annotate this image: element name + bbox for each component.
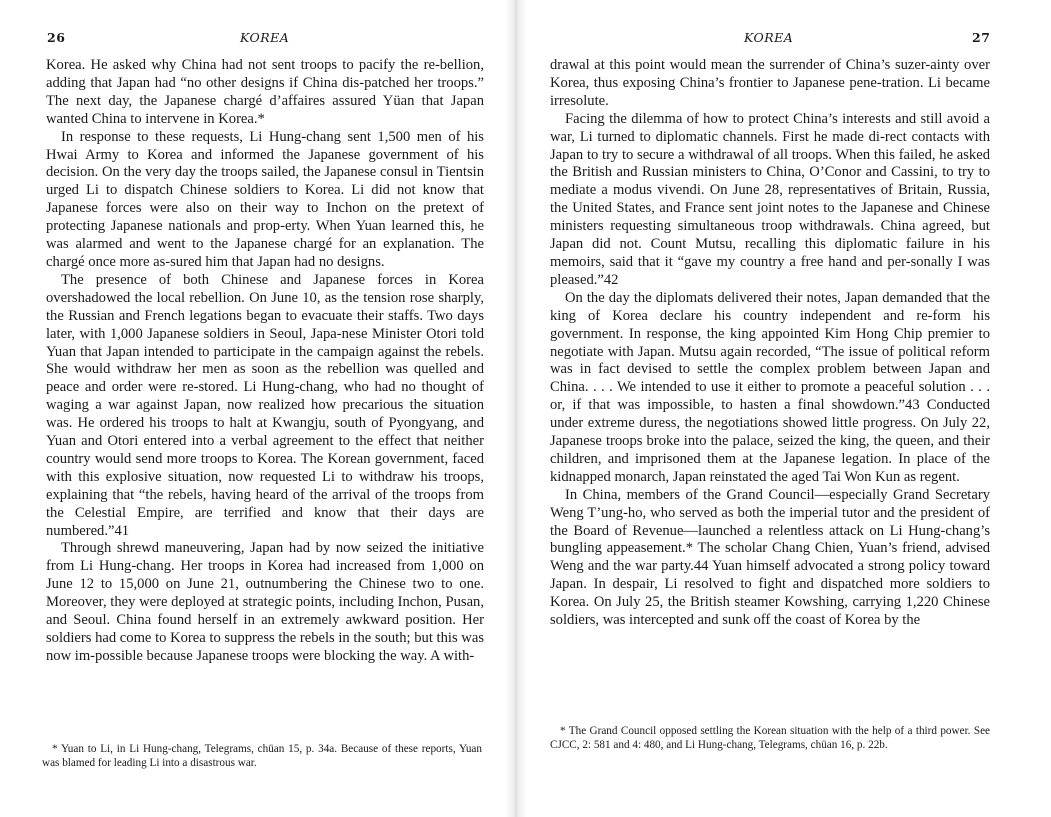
paragraph: drawal at this point would mean the surrender of China’s suzer-ainty over Korea, thus exposing China’s frontier to Japanese pene-tration. Li became irresolute. <box>550 57 990 109</box>
paragraph: Facing the dilemma of how to protect China’s interests and still avoid a war, Li turned to diplomatic channels. First he made di-rect contacts with Japan to try to secure a withdrawal of all troops. When this failed, he asked the British and Russian ministers to China, O’Conor and Cassini, to try to mediate a modus vivendi. On June 28, representatives of Britain, Russia, the United States, and France sent joint notes to the Japanese and Chinese ministers requesting simultaneous troop withdrawals. China agreed, but Japan did not. Count Mutsu, recalling this diplomatic failure in his memoirs, said that it “gave my country a free hand and per-sonally I was pleased.”42 <box>550 110 990 288</box>
left-page <box>0 0 505 817</box>
footnote-text: * Yuan to Li, in Li Hung-chang, Telegrams, chüan 15, p. 34a. Because of these reports, Yuan was blamed for leading Li into a disastrous war. <box>42 743 482 769</box>
paragraph: In response to these requests, Li Hung-chang sent 1,500 men of his Hwai Army to Korea and informed the Japanese government of his decision. On the very day the troops sailed, the Japanese consul in Tientsin urged Li to dispatch Chinese soldiers to Korea. Li did not know that Japanese forces were also on their way to Inchon on the pretext of protecting Japanese nationals and prop-erty. When Yuan learned this, he was alarmed and went to the Japanese chargé for an explanation. The chargé once more as-sured him that Japan had no designs. <box>46 128 484 270</box>
running-head: KOREA <box>240 30 290 45</box>
page-number: 27 <box>972 30 991 45</box>
paragraph: On the day the diplomats delivered their notes, Japan demanded that the king of Korea declare his country independent and re-form his government. In response, the king appointed Kim Hong Chip premier to negotiate with Japan. Mutsu again recorded, “The issue of political reform was in fact devised to settle the complex problem between Japan and China. . . . We intended to use it either to promote a peaceful solution . . . or, if that was impossible, to hasten a final showdown.”43 Conducted under extreme duress, the negotiations showed little progress. On July 22, Japanese troops broke into the palace, seized the king, the queen, and their children, and imprisoned them at the Japanese legation. In place of the kidnapped monarch, Japan reinstated the aged Tai Won Kun as regent. <box>550 289 990 485</box>
book-gutter <box>505 0 527 817</box>
paragraph: Korea. He asked why China had not sent troops to pacify the re-bellion, adding that Japan had “no other designs if China dis-patched her troops.” The next day, the Japanese chargé d’affaires assured Yüan that Japan wanted China to intervene in Korea.* <box>46 57 484 127</box>
paragraph: The presence of both Chinese and Japanese forces in Korea overshadowed the local rebellion. On June 10, as the tension rose sharply, the Russian and French legations began to evacuate their staffs. Two days later, with 1,000 Japanese soldiers in Seoul, Japa-nese Minister Otori told Yuan that Japan intended to participate in the campaign against the rebels. She would withdraw her men as soon as the rebellion was quelled and peace and order were re-stored. Li Hung-chang, who had no thought of waging a war against Japan, now realized how precarious the situation was. He ordered his troops to halt at Kwangju, south of Pyongyang, and Yuan and Otori entered into a verbal agreement to the effect that neither country would send more troops to Korea. The Korean government, faced with this explosive situation, now requested Li to withdraw his troops, explaining that “the rebels, having heard of the arrival of the troops from the Celestial Empire, are terrified and know that their days are numbered.”41 <box>46 271 484 539</box>
footnote <box>550 724 990 752</box>
page-body <box>46 57 484 666</box>
page-number: 26 <box>47 30 66 45</box>
running-head: KOREA <box>744 30 794 45</box>
paragraph: In China, members of the Grand Council—especially Grand Secretary Weng T’ung-ho, who served as both the imperial tutor and the president of the Board of Revenue—launched a relentless attack on Li Hung-chang’s bungling appeasement.* The scholar Chang Chien, Yuan’s friend, advised Weng and the war party.44 Yuan himself advocated a strong policy toward Japan. In despair, Li resolved to fight and dispatched more soldiers to Korea. On July 25, the British steamer Kowshing, carrying 1,220 Chinese soldiers, was intercepted and sunk off the coast of Korea by the <box>550 486 990 629</box>
footnote <box>42 742 482 770</box>
page-body <box>550 57 990 630</box>
footnote-text: * The Grand Council opposed settling the Korean situation with the help of a third power. See CJCC, 2: 581 and 4: 480, and Li Hung-chang, Telegrams, chüan 16, p. 22b. <box>550 725 990 751</box>
right-page <box>527 0 1051 817</box>
paragraph: Through shrewd maneuvering, Japan had by now seized the initiative from Li Hung-chang. Her troops in Korea had increased from 1,000 on June 12 to 15,000 on June 21, outnumbering the Chinese two to one. Moreover, they were deployed at strategic points, including Inchon, Pusan, and Seoul. China found herself in an extremely awkward position. Her soldiers had come to Korea to suppress the rebels in the south; but this was now im-possible because Japanese troops were blocking the way. A with- <box>46 540 484 664</box>
